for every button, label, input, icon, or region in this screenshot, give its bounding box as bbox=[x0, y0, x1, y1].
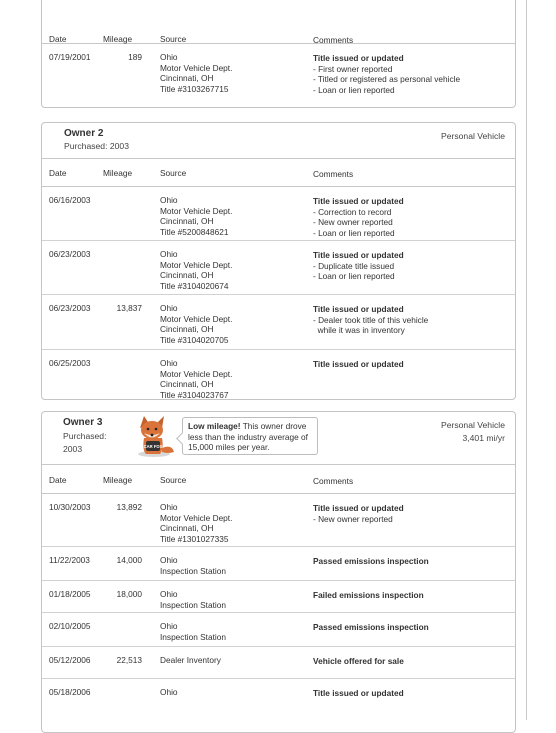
row-date: 06/23/2003 bbox=[49, 303, 91, 313]
source-line: Ohio bbox=[160, 303, 178, 313]
source-line: Title #3104023767 bbox=[160, 389, 229, 400]
history-row bbox=[42, 547, 515, 581]
source-line: Title #5200848621 bbox=[160, 226, 229, 237]
col-source-header: Source bbox=[160, 475, 187, 485]
row-source bbox=[160, 502, 232, 544]
owner-3-rows bbox=[42, 494, 515, 719]
row-comments bbox=[313, 688, 404, 699]
comment-line: - Loan or lien reported bbox=[313, 271, 395, 281]
source-line: Cincinnati, OH bbox=[160, 73, 214, 83]
source-line: Inspection Station bbox=[160, 565, 226, 576]
row-source bbox=[160, 589, 226, 610]
comment-title: Title issued or updated bbox=[313, 196, 404, 206]
source-line: Ohio bbox=[160, 249, 178, 259]
row-comments bbox=[313, 304, 428, 336]
row-source bbox=[160, 52, 232, 94]
comment-line: - Dealer took title of this vehicle bbox=[313, 314, 429, 325]
source-line: Motor Vehicle Dept. bbox=[160, 259, 233, 270]
callout-text: This owner drove less than the industry average of 15,000 miles per year. bbox=[188, 421, 308, 452]
source-line: Ohio bbox=[160, 621, 178, 631]
carfox-badge-text: CAR FOX bbox=[143, 444, 163, 449]
row-date: 05/18/2006 bbox=[49, 687, 91, 697]
row-comments bbox=[313, 556, 429, 567]
comment-line: - Duplicate title issued bbox=[313, 260, 395, 271]
history-row bbox=[42, 295, 515, 350]
history-row bbox=[42, 679, 515, 719]
comment-line: while it was in inventory bbox=[313, 325, 405, 335]
row-comments bbox=[313, 250, 404, 282]
callout-bold-text: Low mileage! bbox=[188, 421, 241, 431]
source-line: Motor Vehicle Dept. bbox=[160, 512, 233, 523]
row-comments bbox=[313, 622, 429, 633]
source-line: Ohio bbox=[160, 687, 178, 697]
row-mileage: 18,000 bbox=[116, 589, 142, 599]
comment-title: Passed emissions inspection bbox=[313, 622, 429, 632]
source-line: Motor Vehicle Dept. bbox=[160, 313, 233, 324]
owner-3-header bbox=[42, 412, 515, 465]
row-comments bbox=[313, 590, 424, 601]
row-date: 07/19/2001 bbox=[49, 52, 91, 62]
source-line: Title #1301027335 bbox=[160, 533, 229, 544]
comment-title: Vehicle offered for sale bbox=[313, 656, 404, 666]
source-line: Cincinnati, OH bbox=[160, 270, 214, 280]
row-source bbox=[160, 687, 178, 698]
comment-line: - Titled or registered as personal vehicle bbox=[313, 74, 461, 84]
row-source bbox=[160, 358, 232, 400]
source-line: Inspection Station bbox=[160, 631, 226, 642]
source-line: Ohio bbox=[160, 195, 178, 205]
col-mileage-header: Mileage bbox=[103, 475, 133, 485]
col-source-header: Source bbox=[160, 34, 187, 44]
comment-title: Title issued or updated bbox=[313, 53, 404, 63]
history-row bbox=[42, 581, 515, 613]
history-row bbox=[42, 187, 515, 241]
comment-title: Title issued or updated bbox=[313, 688, 404, 698]
row-comments bbox=[313, 359, 404, 370]
row-mileage: 13,837 bbox=[116, 303, 142, 313]
low-mileage-callout bbox=[182, 417, 318, 455]
col-mileage-header: Mileage bbox=[103, 168, 133, 178]
history-row bbox=[42, 494, 515, 547]
source-line: Cincinnati, OH bbox=[160, 324, 214, 334]
source-line: Motor Vehicle Dept. bbox=[160, 205, 233, 216]
owner-2-rows bbox=[42, 187, 515, 400]
owner-miles-per-year: 3,401 mi/yr bbox=[462, 433, 505, 443]
row-date: 10/30/2003 bbox=[49, 502, 91, 512]
owner-2-history-table bbox=[41, 122, 516, 400]
comment-title: Title issued or updated bbox=[313, 250, 404, 260]
source-line: Ohio bbox=[160, 589, 178, 599]
comment-title: Passed emissions inspection bbox=[313, 556, 429, 566]
col-date-header: Date bbox=[49, 34, 67, 44]
row-mileage: 189 bbox=[128, 52, 142, 62]
col-date-header: Date bbox=[49, 475, 67, 485]
table-header bbox=[42, 0, 515, 44]
comment-title: Title issued or updated bbox=[313, 359, 404, 369]
row-comments bbox=[313, 503, 404, 524]
history-row bbox=[42, 350, 515, 400]
source-line: Cincinnati, OH bbox=[160, 523, 214, 533]
owner-name: Owner 3 bbox=[63, 417, 103, 428]
history-row bbox=[42, 241, 515, 295]
comment-line: - Loan or lien reported bbox=[313, 227, 395, 238]
table-header bbox=[42, 465, 515, 494]
row-mileage: 14,000 bbox=[116, 555, 142, 565]
col-mileage-header: Mileage bbox=[103, 34, 133, 44]
comment-line: - Correction to record bbox=[313, 206, 392, 217]
source-line: Ohio bbox=[160, 555, 178, 565]
source-line: Dealer Inventory bbox=[160, 655, 221, 665]
row-date: 05/12/2006 bbox=[49, 655, 91, 665]
table-header bbox=[42, 159, 515, 187]
row-source bbox=[160, 555, 226, 576]
carfox-mascot-icon bbox=[132, 414, 178, 458]
source-line: Ohio bbox=[160, 358, 178, 368]
row-source bbox=[160, 249, 232, 291]
comment-line: - First owner reported bbox=[313, 63, 393, 74]
comment-title: Title issued or updated bbox=[313, 304, 404, 314]
row-source bbox=[160, 303, 232, 345]
history-row bbox=[42, 647, 515, 679]
row-date: 06/16/2003 bbox=[49, 195, 91, 205]
owner-1-rows bbox=[42, 44, 515, 107]
row-date: 11/22/2003 bbox=[49, 555, 90, 565]
owner-purchased-label: Purchased: bbox=[63, 431, 107, 441]
source-line: Motor Vehicle Dept. bbox=[160, 368, 233, 379]
row-date: 06/23/2003 bbox=[49, 249, 91, 259]
row-source bbox=[160, 195, 232, 237]
col-comments-header: Comments bbox=[313, 169, 354, 179]
owner-2-header bbox=[42, 123, 515, 159]
source-line: Title #3104020705 bbox=[160, 334, 229, 345]
comment-line: - New owner reported bbox=[313, 513, 393, 524]
row-source bbox=[160, 621, 226, 642]
row-mileage: 13,892 bbox=[116, 502, 142, 512]
row-date: 01/18/2005 bbox=[49, 589, 91, 599]
owner-name: Owner 2 bbox=[64, 128, 104, 139]
col-date-header: Date bbox=[49, 168, 67, 178]
row-mileage: 22,513 bbox=[116, 655, 142, 665]
owner-1-history-table bbox=[41, 0, 516, 108]
source-line: Cincinnati, OH bbox=[160, 379, 214, 389]
row-comments bbox=[313, 196, 404, 238]
row-source bbox=[160, 655, 221, 666]
col-comments-header: Comments bbox=[313, 35, 354, 45]
source-line: Motor Vehicle Dept. bbox=[160, 62, 233, 73]
comment-title: Failed emissions inspection bbox=[313, 590, 424, 600]
row-date: 06/25/2003 bbox=[49, 358, 91, 368]
source-line: Cincinnati, OH bbox=[160, 216, 214, 226]
row-comments bbox=[313, 53, 460, 95]
history-row bbox=[42, 613, 515, 647]
source-line: Title #3104020674 bbox=[160, 280, 229, 291]
owner-purchased-year: 2003 bbox=[63, 444, 83, 454]
source-line: Title #3103267715 bbox=[160, 83, 229, 94]
source-line: Ohio bbox=[160, 52, 178, 62]
row-date: 02/10/2005 bbox=[49, 621, 91, 631]
page-edge-line bbox=[526, 0, 527, 720]
history-row bbox=[42, 44, 515, 107]
owner-vehicle-type: Personal Vehicle bbox=[440, 131, 505, 141]
comment-title: Title issued or updated bbox=[313, 503, 404, 513]
col-source-header: Source bbox=[160, 168, 187, 178]
comment-line: - New owner reported bbox=[313, 217, 393, 227]
comment-line: - Loan or lien reported bbox=[313, 84, 395, 95]
source-line: Inspection Station bbox=[160, 599, 226, 610]
col-comments-header: Comments bbox=[313, 476, 354, 486]
owner-purchased: Purchased: 2003 bbox=[64, 141, 129, 151]
row-comments bbox=[313, 656, 404, 667]
owner-3-history-table bbox=[41, 411, 516, 733]
owner-vehicle-type: Personal Vehicle bbox=[440, 420, 505, 430]
source-line: Ohio bbox=[160, 502, 178, 512]
